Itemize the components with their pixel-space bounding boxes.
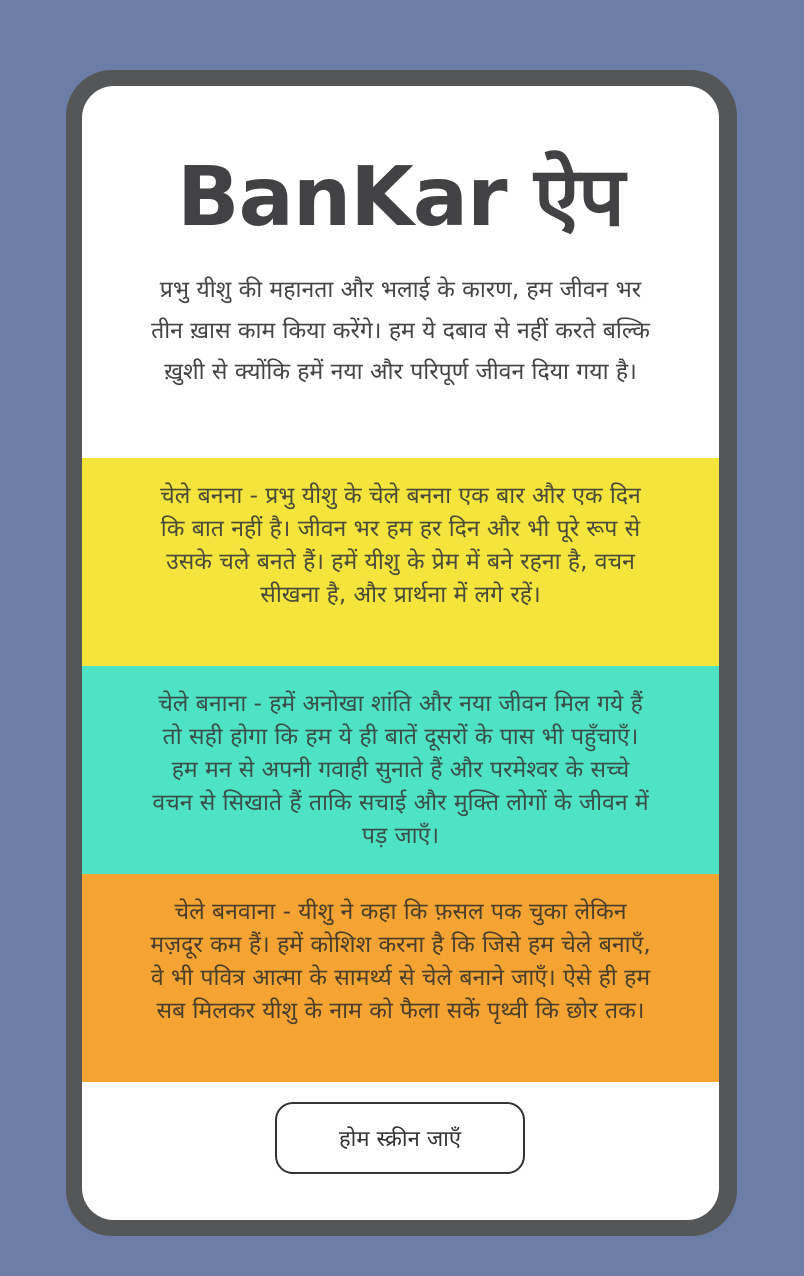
section-become-disciples: चेले बनना - प्रभु यीशु के चेले बनना एक बार और एक दिन कि बात नहीं है। जीवन भर हम हर दिन और भी पूरे रूप से उसके चले बनते हैं। हमें यीशु के प्रेम में बने रहना है, वचन सीखना है, और प्रार्थना में लगे रहें।: [82, 458, 719, 666]
app-title: BanKar ऐप: [177, 150, 624, 245]
go-home-button[interactable]: होम स्क्रीन जाएँ: [275, 1102, 525, 1174]
intro-text: प्रभु यीशु की महानता और भलाई के कारण, हम जीवन भर तीन ख़ास काम किया करेंगे। हम ये दबाव से नहीं करते बल्कि ख़ुशी से क्योंकि हमें नया और परिपूर्ण जीवन दिया गया है।: [151, 277, 650, 385]
section-make-disciples: चेले बनाना - हमें अनोखा शांति और नया जीवन मिल गये हैं तो सही होगा कि हम ये ही बातें दूसरों के पास भी पहुँचाएँ। हम मन से अपनी गवाही सुनाते हैं और परमेश्वर के सच्चे वचन से सिखाते हैं ताकि सचाई और मुक्ति लोगों के जीवन में पड़ जाएँ।: [82, 666, 719, 874]
section-multiply-disciples: चेले बनवाना - यीशु ने कहा कि फ़सल पक चुका लेकिन मज़दूर कम हैं। हमें कोशिश करना है कि जिसे हम चेले बनाएँ, वे भी पवित्र आत्मा के सामर्थ्य से चेले बनाने जाएँ। ऐसे ही हम सब मिलकर यीशु के नाम को फैला सकें पृथ्वी कि छोर तक।: [82, 874, 719, 1082]
app-screen: [82, 86, 719, 1220]
